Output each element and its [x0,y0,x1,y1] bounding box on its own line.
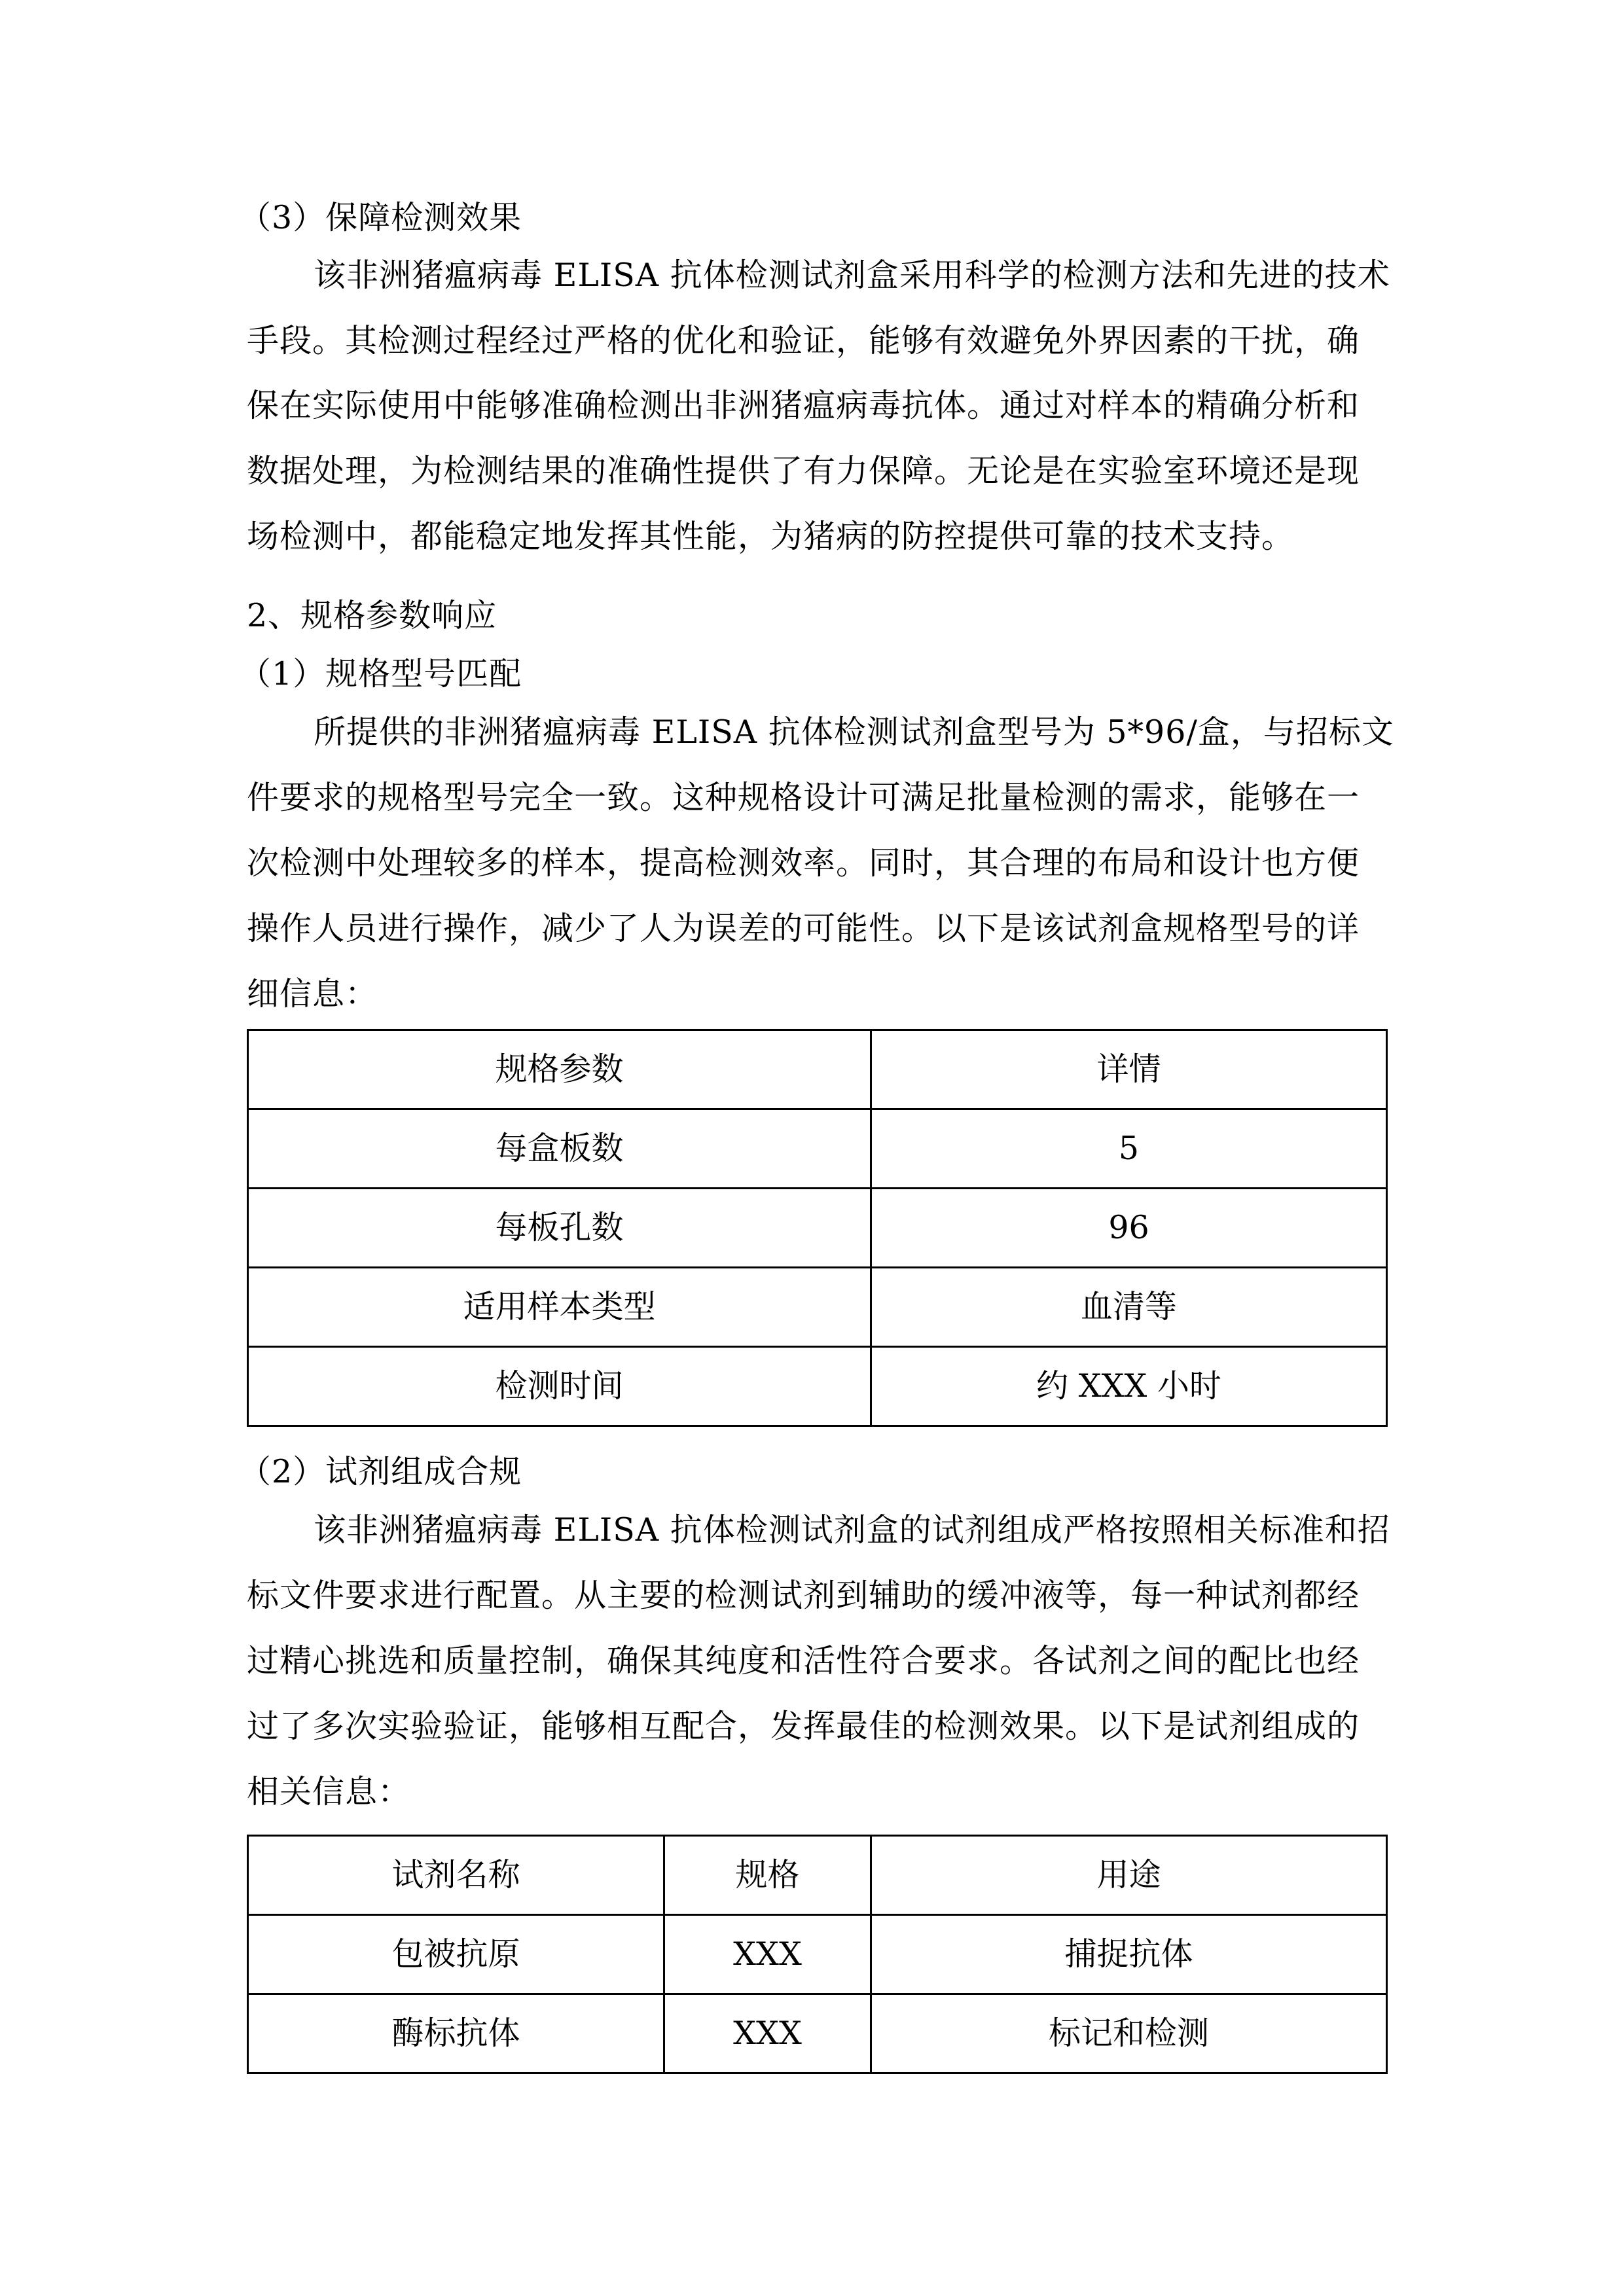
table-row [248,1268,1387,1347]
table-cell: 标记和检测 [871,1994,1387,2073]
table-row [248,1915,1387,1994]
paragraph-line: 所提供的非洲猪瘟病毒 ELISA 抗体检测试剂盒型号为 5*96/盒，与招标文 [314,713,1394,751]
table-cell: 5 [871,1109,1387,1189]
table-header-cell: 规格参数 [248,1030,871,1109]
table-cell: 每板孔数 [248,1189,871,1268]
table-header-cell: 试剂名称 [248,1836,664,1915]
paragraph-line: 标文件要求进行配置。从主要的检测试剂到辅助的缓冲液等，每一种试剂都经 [247,1577,1360,1614]
subsection-heading-2: （2）试剂组成合规 [239,1453,522,1490]
paragraph-line: 场检测中，都能稳定地发挥其性能，为猪病的防控提供可靠的技术支持。 [247,518,1295,555]
table-header-cell: 规格 [664,1836,871,1915]
table-cell: 适用样本类型 [248,1268,871,1347]
section-heading-3: （3）保障检测效果 [239,199,522,236]
paragraph-line: 操作人员进行操作，减少了人为误差的可能性。以下是该试剂盒规格型号的详 [247,910,1360,947]
section-heading-2: 2、规格参数响应 [247,597,497,634]
paragraph-line: 该非洲猪瘟病毒 ELISA 抗体检测试剂盒采用科学的检测方法和先进的技术 [314,257,1390,294]
paragraph-line: 细信息： [247,975,378,1013]
table-row [248,1189,1387,1268]
paragraph-line: 过精心挑选和质量控制，确保其纯度和活性符合要求。各试剂之间的配比也经 [247,1642,1360,1679]
subsection-heading-1: （1）规格型号匹配 [239,655,522,692]
table-cell: 包被抗原 [248,1915,664,1994]
paragraph-line: 过了多次实验验证，能够相互配合，发挥最佳的检测效果。以下是试剂组成的 [247,1708,1360,1745]
table-row [248,1347,1387,1426]
paragraph-line: 件要求的规格型号完全一致。这种规格设计可满足批量检测的需求，能够在一 [247,779,1360,816]
table-header-cell: 详情 [871,1030,1387,1109]
table-header-row [248,1030,1387,1109]
paragraph-line: 次检测中处理较多的样本，提高检测效率。同时，其合理的布局和设计也方便 [247,844,1360,882]
table-header-row [248,1836,1387,1915]
table-cell: 检测时间 [248,1347,871,1426]
table-cell: 每盒板数 [248,1109,871,1189]
table-row [248,1109,1387,1189]
table-row [248,1994,1387,2073]
reagent-table [247,1835,1388,2074]
table-cell: 96 [871,1189,1387,1268]
spec-table [247,1029,1388,1427]
table-header-cell: 用途 [871,1836,1387,1915]
paragraph-line: 该非洲猪瘟病毒 ELISA 抗体检测试剂盒的试剂组成严格按照相关标准和招 [314,1511,1390,1549]
paragraph-line: 数据处理，为检测结果的准确性提供了有力保障。无论是在实验室环境还是现 [247,452,1360,490]
paragraph-line: 保在实际使用中能够准确检测出非洲猪瘟病毒抗体。通过对样本的精确分析和 [247,387,1360,424]
table-cell: 约 XXX 小时 [871,1347,1387,1426]
paragraph-line: 手段。其检测过程经过严格的优化和验证，能够有效避免外界因素的干扰，确 [247,322,1360,359]
table-cell: 捕捉抗体 [871,1915,1387,1994]
paragraph-line: 相关信息： [247,1773,411,1810]
table-cell: 血清等 [871,1268,1387,1347]
table-cell: XXX [664,1915,871,1994]
table-cell: XXX [664,1994,871,2073]
table-cell: 酶标抗体 [248,1994,664,2073]
